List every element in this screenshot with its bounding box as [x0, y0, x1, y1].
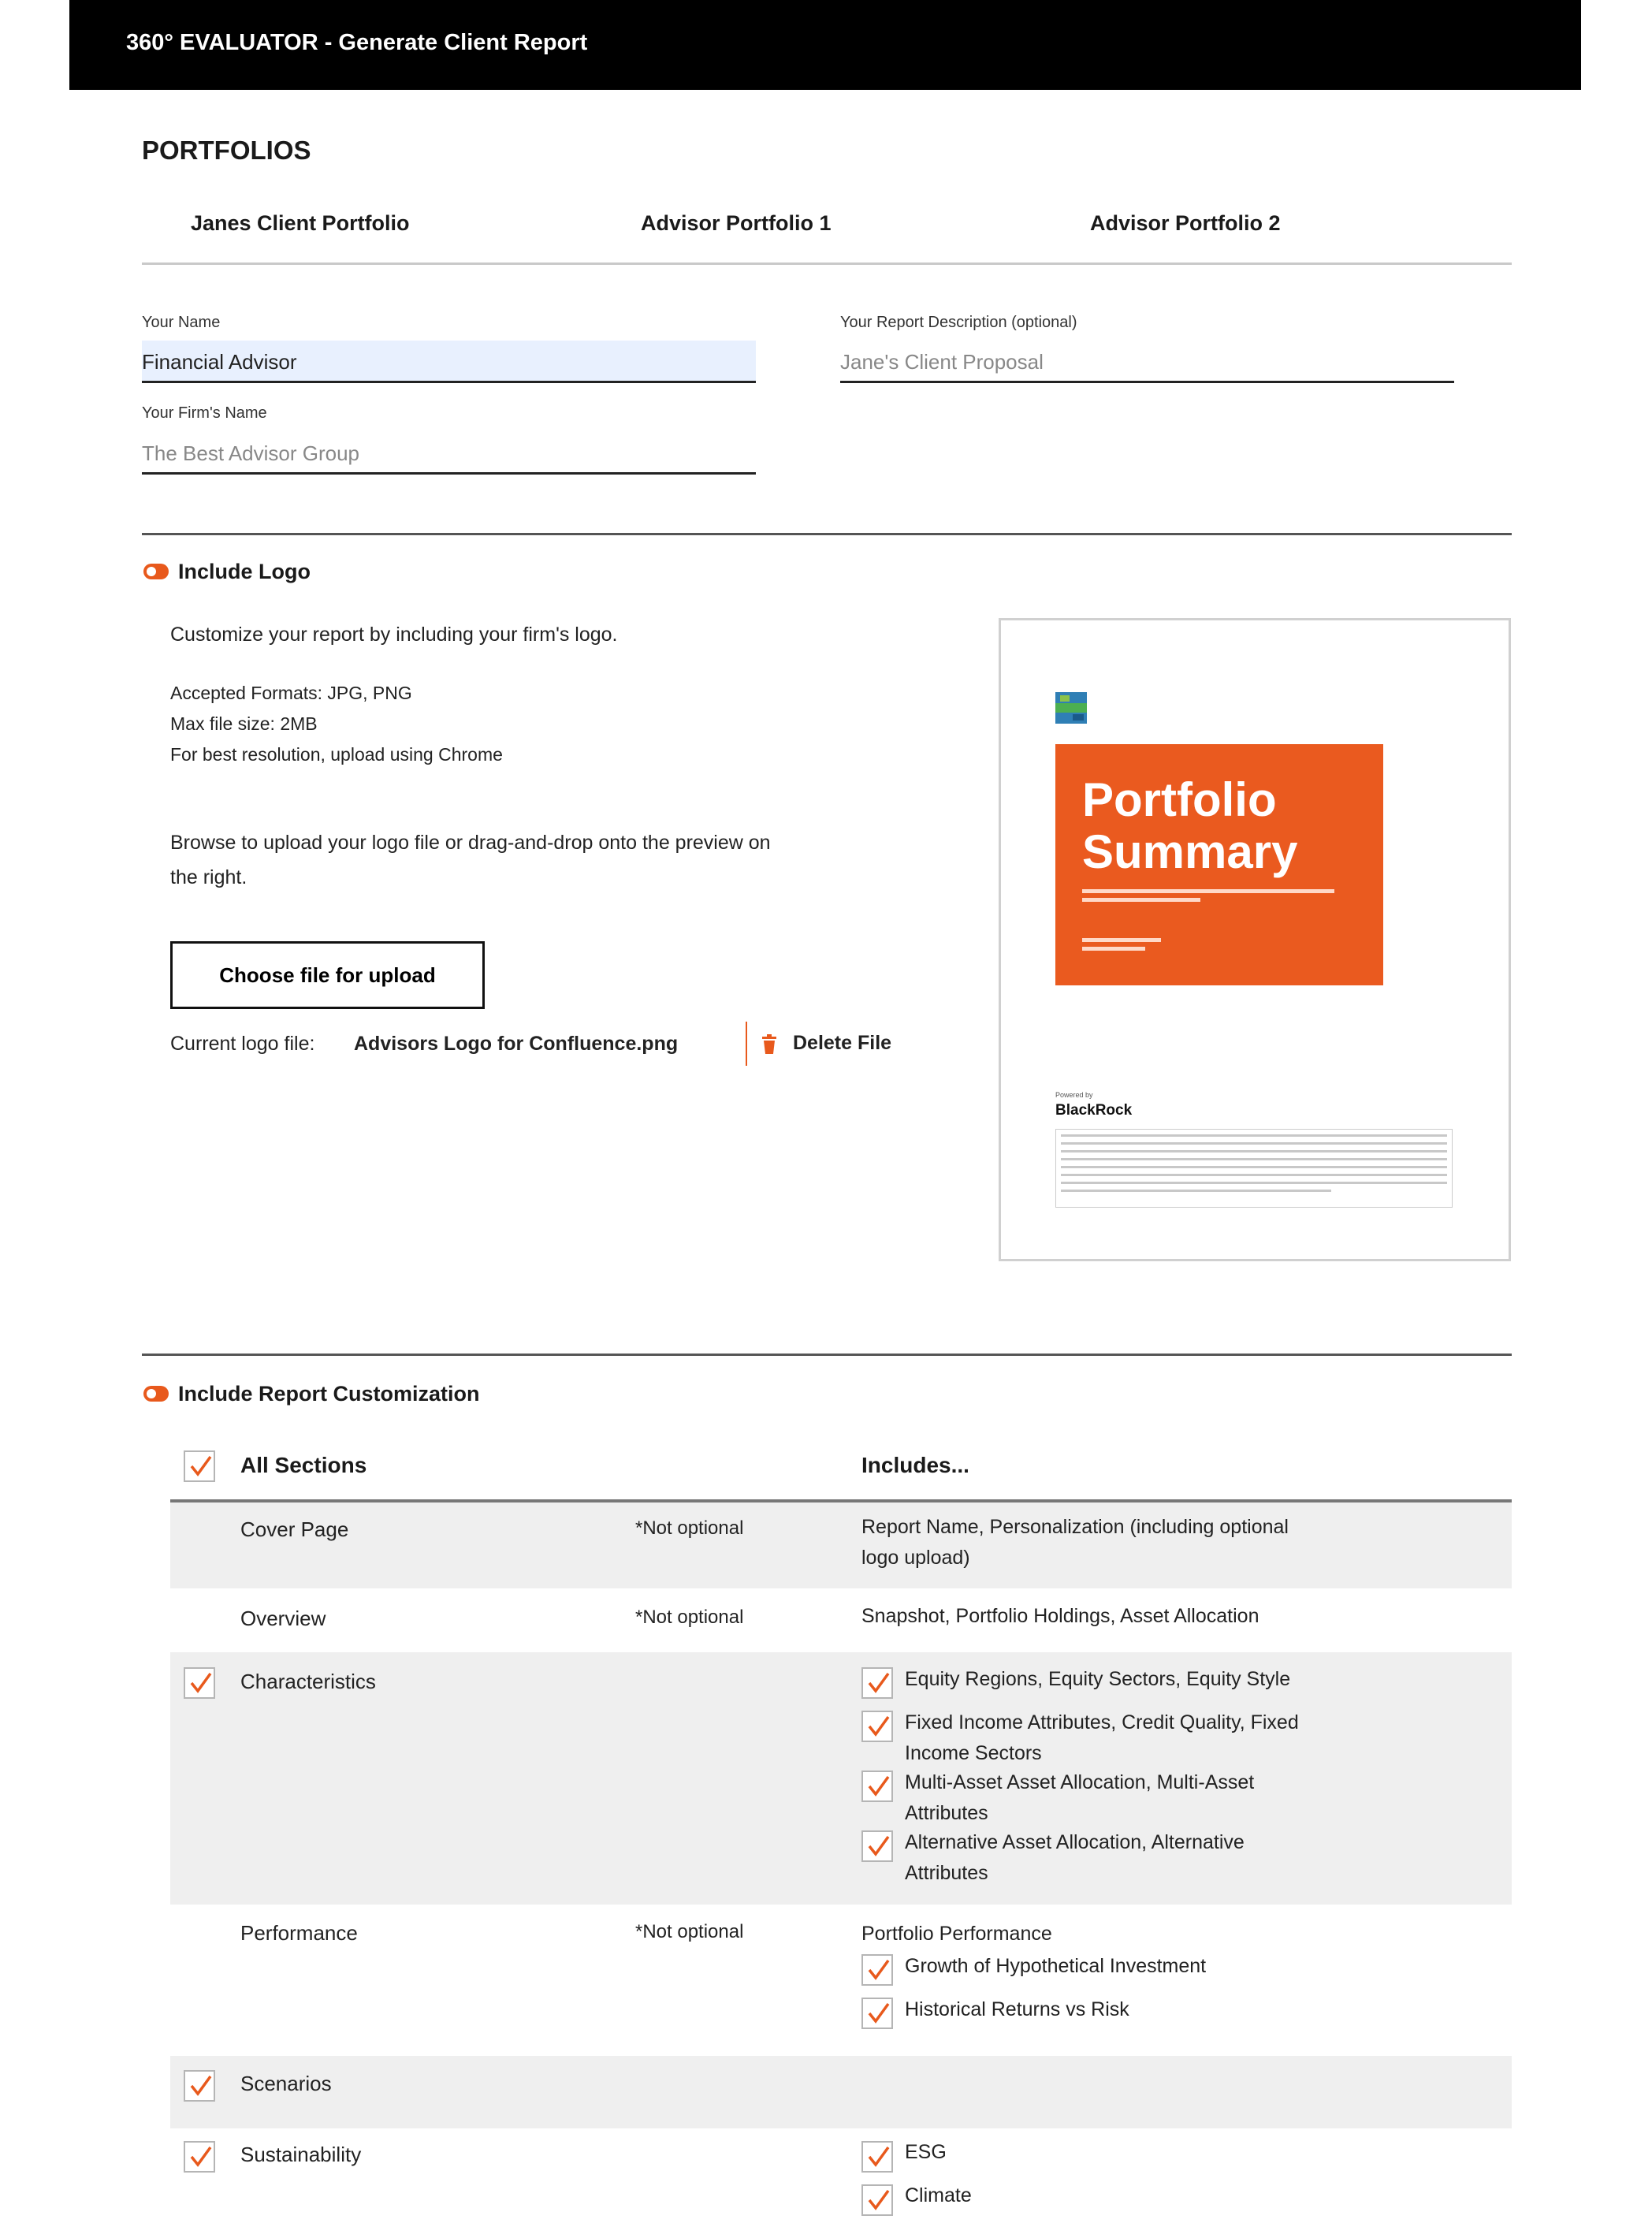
- description-input-placeholder: Jane's Client Proposal: [840, 350, 1044, 374]
- firm-input[interactable]: [142, 432, 756, 475]
- preview-title: [1082, 774, 1297, 878]
- equity-checkbox[interactable]: [861, 1667, 893, 1699]
- include-customization-toggle[interactable]: [143, 1386, 169, 1402]
- table-row-cover-page: [170, 1502, 1512, 1588]
- climate-checkbox[interactable]: [861, 2184, 893, 2216]
- browse-instructions-line1: Browse to upload your logo file or drag-and-drop onto the preview on: [170, 832, 771, 854]
- includes-performance-head: Portfolio Performance: [861, 1923, 1052, 1945]
- section-name-performance: Performance: [240, 1921, 358, 1945]
- include-logo-toggle[interactable]: [143, 564, 169, 579]
- description-input[interactable]: [840, 341, 1454, 383]
- tab-advisor-portfolio-1[interactable]: Advisor Portfolio 1: [641, 211, 832, 235]
- max-file-size: Max file size: 2MB: [170, 713, 318, 734]
- preview-prepared-lines: [1082, 938, 1161, 955]
- include-item-alternative-line2: Attributes: [905, 1862, 988, 1884]
- file-divider: [746, 1022, 747, 1066]
- section-name-sustainability: Sustainability: [240, 2143, 362, 2166]
- include-item-equity: Equity Regions, Equity Sectors, Equity Style: [905, 1668, 1291, 1690]
- preview-title-line2: Summary: [1082, 825, 1298, 878]
- include-item-multi-asset-line1: Multi-Asset Asset Allocation, Multi-Asset: [905, 1771, 1255, 1793]
- current-logo-label: Current logo file:: [170, 1033, 315, 1055]
- includes-header: Includes...: [861, 1453, 969, 1477]
- include-item-climate: Climate: [905, 2184, 972, 2206]
- include-item-returns-risk: Historical Returns vs Risk: [905, 1998, 1129, 2020]
- page-title: 360° EVALUATOR - Generate Client Report: [126, 30, 588, 55]
- all-sections-label: All Sections: [240, 1453, 367, 1477]
- portfolios-heading: PORTFOLIOS: [142, 136, 311, 165]
- include-item-esg: ESG: [905, 2141, 947, 2163]
- tabs-divider: [142, 263, 1512, 265]
- fixed-income-checkbox[interactable]: [861, 1711, 893, 1742]
- logo-intro: Customize your report by including your firm's logo.: [170, 624, 618, 646]
- section-divider: [142, 533, 1512, 535]
- include-logo-title: Include Logo: [178, 560, 311, 583]
- name-label: Your Name: [142, 314, 221, 331]
- includes-cover-page-line1: Report Name, Personalization (including optional: [861, 1516, 1289, 1538]
- include-item-alternative-line1: Alternative Asset Allocation, Alternative: [905, 1831, 1245, 1853]
- include-customization-title: Include Report Customization: [178, 1382, 480, 1406]
- sustainability-checkbox[interactable]: [184, 2141, 215, 2173]
- section-name-cover-page: Cover Page: [240, 1517, 349, 1541]
- returns-risk-checkbox[interactable]: [861, 1998, 893, 2029]
- includes-cover-page-line2: logo upload): [861, 1547, 970, 1569]
- scenarios-checkbox[interactable]: [184, 2070, 215, 2102]
- firm-logo-preview: [1055, 692, 1087, 724]
- name-input[interactable]: [142, 341, 756, 383]
- preview-disclaimer: [1055, 1129, 1453, 1208]
- name-input-value: Financial Advisor: [142, 350, 297, 374]
- delete-file-link[interactable]: Delete File: [793, 1032, 892, 1054]
- not-optional-overview: *Not optional: [635, 1607, 744, 1628]
- choose-file-button[interactable]: Choose file for upload: [170, 941, 485, 1009]
- preview-powered-by: Powered by: [1055, 1091, 1093, 1099]
- table-row-scenarios: [170, 2056, 1512, 2128]
- section-name-characteristics: Characteristics: [240, 1670, 376, 1693]
- section-name-scenarios: Scenarios: [240, 2072, 332, 2095]
- all-sections-checkbox[interactable]: [184, 1450, 215, 1482]
- trash-icon[interactable]: [761, 1034, 778, 1055]
- preview-title-line1: Portfolio: [1082, 773, 1277, 826]
- current-logo-filename: Advisors Logo for Confluence.png: [354, 1033, 679, 1055]
- include-item-growth: Growth of Hypothetical Investment: [905, 1955, 1207, 1977]
- firm-input-placeholder: The Best Advisor Group: [142, 441, 360, 465]
- not-optional-performance: *Not optional: [635, 1921, 744, 1942]
- multi-asset-checkbox[interactable]: [861, 1771, 893, 1802]
- preview-subtitle-lines: [1082, 889, 1334, 903]
- growth-checkbox[interactable]: [861, 1954, 893, 1986]
- description-label: Your Report Description (optional): [840, 314, 1077, 331]
- include-item-multi-asset-line2: Attributes: [905, 1802, 988, 1824]
- section-divider-2: [142, 1354, 1512, 1356]
- tab-janes-client-portfolio[interactable]: Janes Client Portfolio: [191, 211, 410, 235]
- resolution-tip: For best resolution, upload using Chrome: [170, 744, 503, 765]
- not-optional-cover-page: *Not optional: [635, 1517, 744, 1539]
- characteristics-checkbox[interactable]: [184, 1667, 215, 1699]
- tab-advisor-portfolio-2[interactable]: Advisor Portfolio 2: [1090, 211, 1281, 235]
- include-item-fixed-income-line1: Fixed Income Attributes, Credit Quality, Fixed: [905, 1711, 1299, 1733]
- accepted-formats: Accepted Formats: JPG, PNG: [170, 683, 412, 703]
- section-name-overview: Overview: [240, 1607, 326, 1630]
- alternative-checkbox[interactable]: [861, 1830, 893, 1862]
- preview-brand: BlackRock: [1055, 1102, 1133, 1119]
- includes-overview: Snapshot, Portfolio Holdings, Asset Allocation: [861, 1605, 1259, 1627]
- esg-checkbox[interactable]: [861, 2141, 893, 2173]
- firm-label: Your Firm's Name: [142, 404, 267, 422]
- include-item-fixed-income-line2: Income Sectors: [905, 1742, 1042, 1764]
- browse-instructions-line2: the right.: [170, 866, 247, 888]
